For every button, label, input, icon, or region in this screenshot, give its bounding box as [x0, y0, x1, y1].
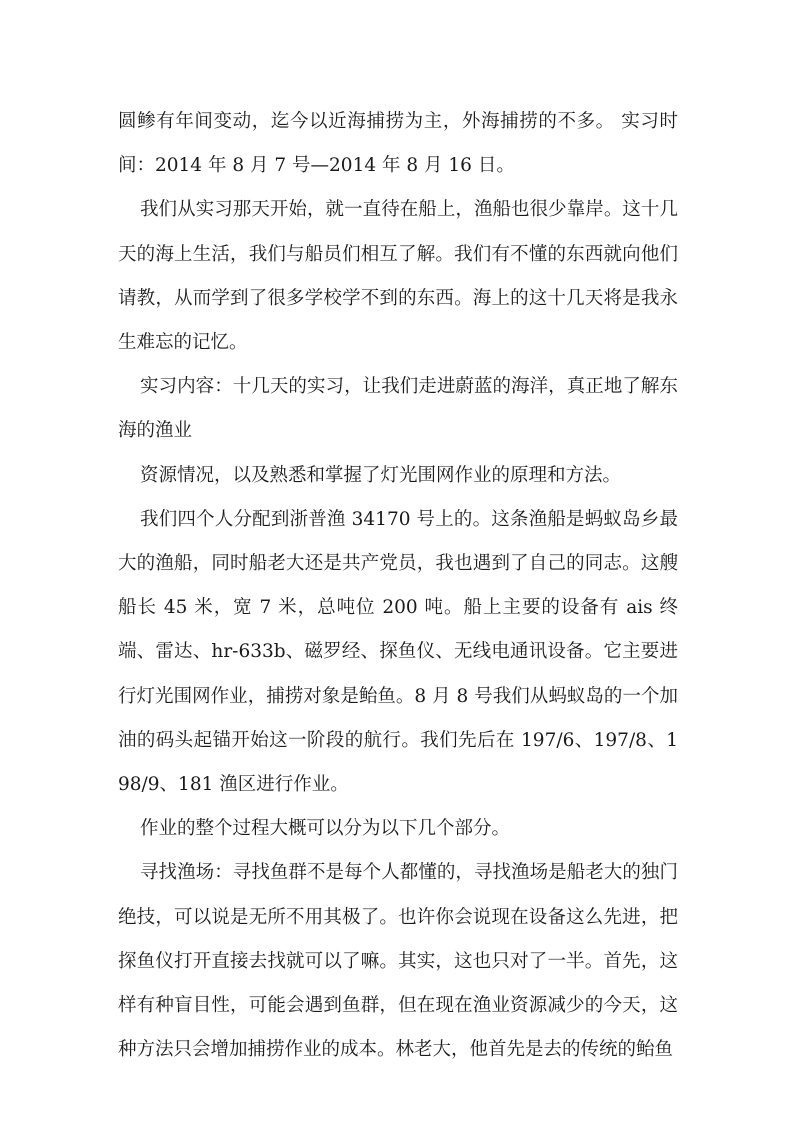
paragraph-internship-content: 实习内容：十几天的实习，让我们走进蔚蓝的海洋，真正地了解东海的渔业	[118, 376, 678, 442]
paragraph-finding-fishing-ground: 寻找渔场：寻找鱼群不是每个人都懂的，寻找渔场是船老大的独门绝技，可以说是无所不用其极了。也许你会说现在设备这么先进，把探鱼仪打开直接去找就可以了嘛。其实，这也只对了一半。首先，这样有种盲目性，可能会遇到鱼群，但在现在渔业资源减少的今天，这种方法只会增加捕捞作业的成本。林老大，他首先是去的传统的鲐鱼	[118, 862, 678, 1061]
paragraph-intro-dates: 圆鲹有年间变动，迄今以近海捕捞为主，外海捕捞的不多。 实习时间：2014 年 8 月 7 号—2014 年 8 月 16 日。	[118, 111, 678, 177]
body-text	[118, 100, 678, 1072]
paragraph-sea-life: 我们从实习那天开始，就一直待在船上，渔船也很少靠岸。这十几天的海上生活，我们与船员们相互了解。我们有不懂的东西就向他们请教，从而学到了很多学校学不到的东西。海上的这十几天将是我永生难忘的记忆。	[118, 199, 678, 354]
paragraph-resource-situation: 资源情况，以及熟悉和掌握了灯光围网作业的原理和方法。	[140, 464, 622, 486]
paragraph-vessel-details: 我们四个人分配到浙普渔 34170 号上的。这条渔船是蚂蚁岛乡最大的渔船，同时船老大还是共产党员，我也遇到了自己的同志。这艘船长 45 米，宽 7 米，总吨位 200 吨。船上主要的设备有 ais 终端、雷达、hr-633b、磁罗经、探鱼仪、无线电通讯设备。它主要进行灯光围网作业，捕捞对象是鲐鱼。8 月 8 号我们从蚂蚁岛的一个加油的码头起锚开始这一阶段的航行。我们先后在 197/6、197/8、198/9、181 渔区进行作业。	[118, 508, 678, 796]
paragraph-process-overview: 作业的整个过程大概可以分为以下几个部分。	[140, 818, 511, 840]
